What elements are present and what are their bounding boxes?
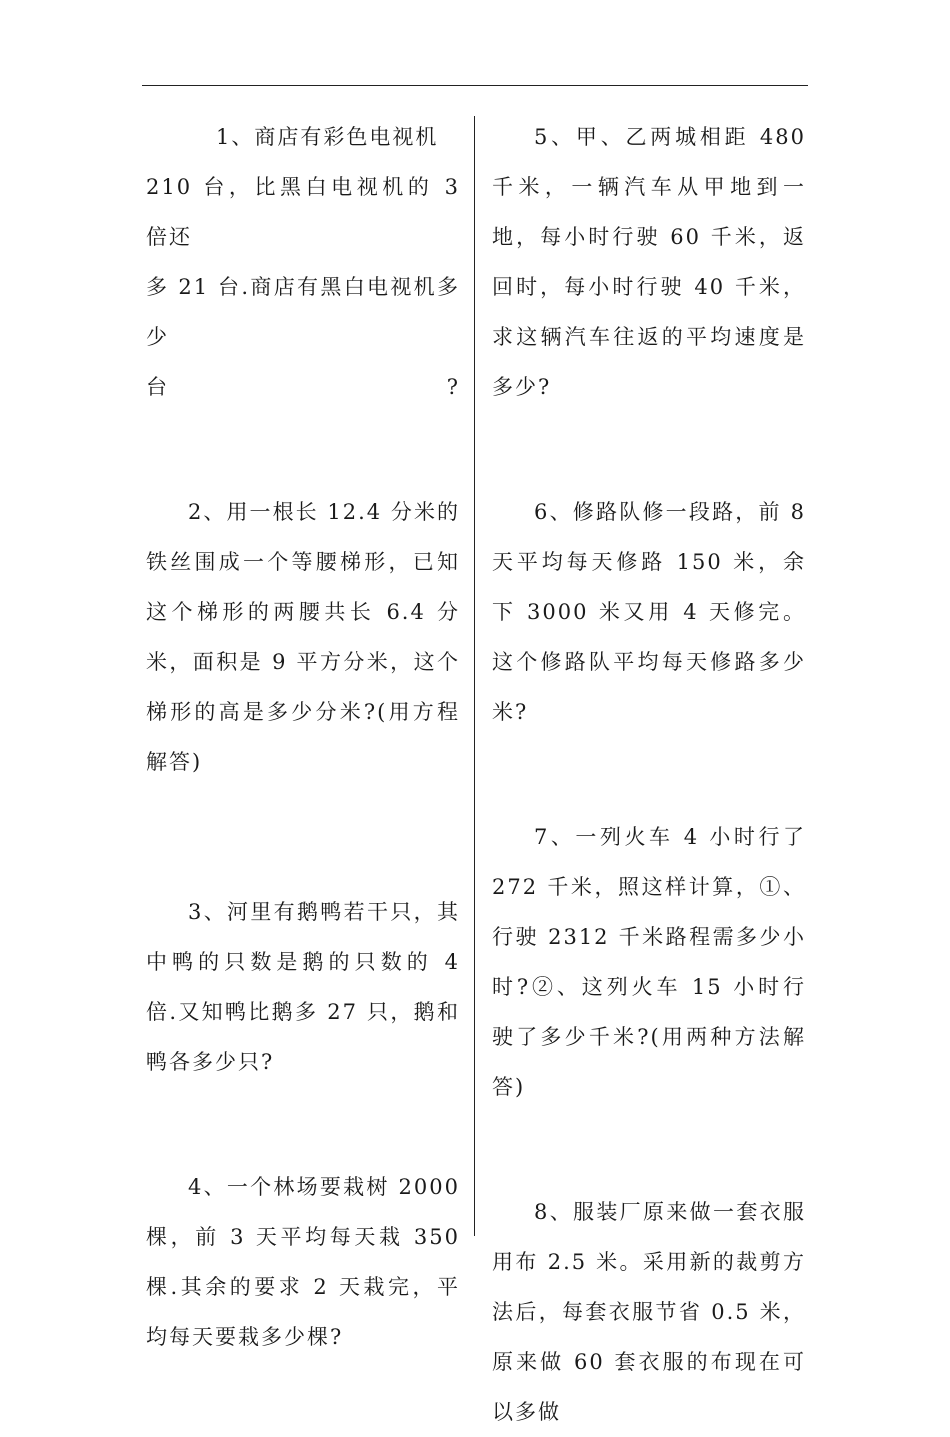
left-column xyxy=(146,112,469,1362)
problem-7: 7、一列火车 4 小时行了 272 千米，照这样计算，①、行驶 2312 千米路程需多少小时?②、这列火车 15 小时行驶了多少千米?(用两种方法解答) xyxy=(492,825,815,1099)
problem-1-line-4 xyxy=(146,362,460,412)
right-column xyxy=(492,112,815,1437)
problem-4: 4、一个林场要栽树 2000 棵，前 3 天平均每天栽 350 棵.其余的要求 2 天栽完，平均每天要栽多少棵? xyxy=(146,1175,469,1349)
problem-1-line-1: 1、商店有彩色电视机 xyxy=(216,125,439,149)
problem-1-line-2: 210 台，比黑白电视机的 3 倍还 xyxy=(146,175,469,249)
problem-8: 8、服装厂原来做一套衣服用布 2.5 米。采用新的裁剪方法后，每套衣服节省 0.5 米，原来做 60 套衣服的布现在可以多做 xyxy=(492,1200,806,1424)
problem-1-line-4-end: ? xyxy=(446,375,460,399)
problem-2: 2、用一根长 12.4 分米的铁丝围成一个等腰梯形，已知这个梯形的两腰共长 6.4 分米，面积是 9 平方分米，这个梯形的高是多少分米?(用方程解答) xyxy=(146,500,460,774)
problem-1-line-3: 多 21 台.商店有黑白电视机多少 xyxy=(146,275,460,349)
problem-3: 3、河里有鹅鸭若干只，其中鸭的只数是鹅的只数的 4 倍.又知鸭比鹅多 27 只，鹅和鸭各多少只? xyxy=(146,900,469,1074)
column-divider xyxy=(474,116,475,1236)
problem-6: 6、修路队修一段路，前 8 天平均每天修路 150 米，余下 3000 米又用 4 天修完。这个修路队平均每天修路多少米? xyxy=(492,500,815,724)
problem-1-line-4-start: 台 xyxy=(146,375,169,399)
problem-5: 5、甲、乙两城相距 480 千米，一辆汽车从甲地到一地，每小时行驶 60 千米，返回时，每小时行驶 40 千米，求这辆汽车往返的平均速度是多少? xyxy=(492,125,815,399)
top-rule xyxy=(142,85,808,86)
problem-1 xyxy=(146,112,460,162)
